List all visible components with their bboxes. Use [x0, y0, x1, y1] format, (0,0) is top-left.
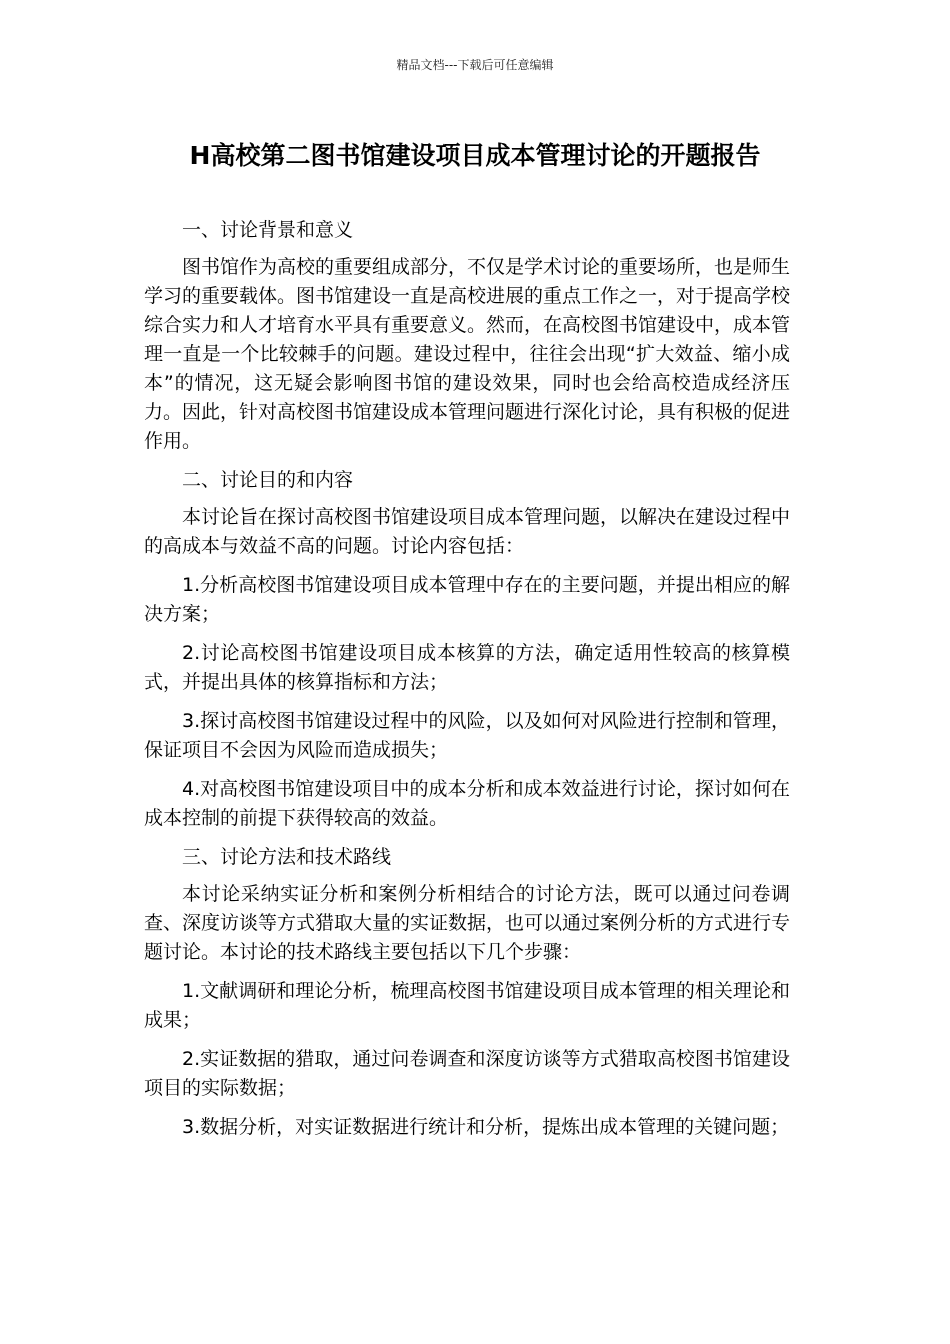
document-title: H高校第二图书馆建设项目成本管理讨论的开题报告 [189, 141, 761, 170]
page-header: 精品文档---下载后可任意编辑 [396, 58, 554, 72]
paragraph-methods-intro: 本讨论采纳实证分析和案例分析相结合的讨论方法，既可以通过问卷调查、深度访谈等方式猎取大量的实证数据，也可以通过案例分析的方式进行专题讨论。本讨论的技术路线主要包括以下几个步骤： [144, 883, 791, 963]
list-item: 3.探讨高校图书馆建设过程中的风险，以及如何对风险进行控制和管理，保证项目不会因为风险而造成损失； [144, 710, 790, 761]
section-heading-objectives: 二、讨论目的和内容 [182, 469, 354, 491]
paragraph-background: 图书馆作为高校的重要组成部分，不仅是学术讨论的重要场所，也是师生学习的重要载体。图书馆建设一直是高校进展的重点工作之一，对于提高学校综合实力和人才培育水平具有重要意义。然而，在高校图书馆建设中，成本管理一直是一个比较棘手的问题。建设过程中，往往会出现“扩大效益、缩小成本”的情况，这无疑会影响图书馆的建设效果，同时也会给高校造成经济压力。因此，针对高校图书馆建设成本管理问题进行深化讨论，具有积极的促进作用。 [144, 256, 791, 452]
document-body [144, 216, 790, 1152]
list-item: 4.对高校图书馆建设项目中的成本分析和成本效益进行讨论，探讨如何在成本控制的前提下获得较高的效益。 [144, 778, 790, 829]
section-heading-methods: 三、讨论方法和技术路线 [182, 846, 392, 868]
list-item: 1.分析高校图书馆建设项目成本管理中存在的主要问题，并提出相应的解决方案； [144, 574, 790, 625]
list-item: 3.数据分析，对实证数据进行统计和分析，提炼出成本管理的关键问题； [182, 1116, 790, 1138]
list-item: 2.实证数据的猎取，通过问卷调查和深度访谈等方式猎取高校图书馆建设项目的实际数据； [144, 1048, 790, 1099]
paragraph-objectives-intro: 本讨论旨在探讨高校图书馆建设项目成本管理问题，以解决在建设过程中的高成本与效益不高的问题。讨论内容包括： [144, 506, 791, 557]
list-item: 2.讨论高校图书馆建设项目成本核算的方法，确定适用性较高的核算模式，并提出具体的核算指标和方法； [144, 642, 790, 693]
section-heading-background: 一、讨论背景和意义 [182, 219, 354, 241]
list-item: 1.文献调研和理论分析，梳理高校图书馆建设项目成本管理的相关理论和成果； [144, 980, 790, 1031]
